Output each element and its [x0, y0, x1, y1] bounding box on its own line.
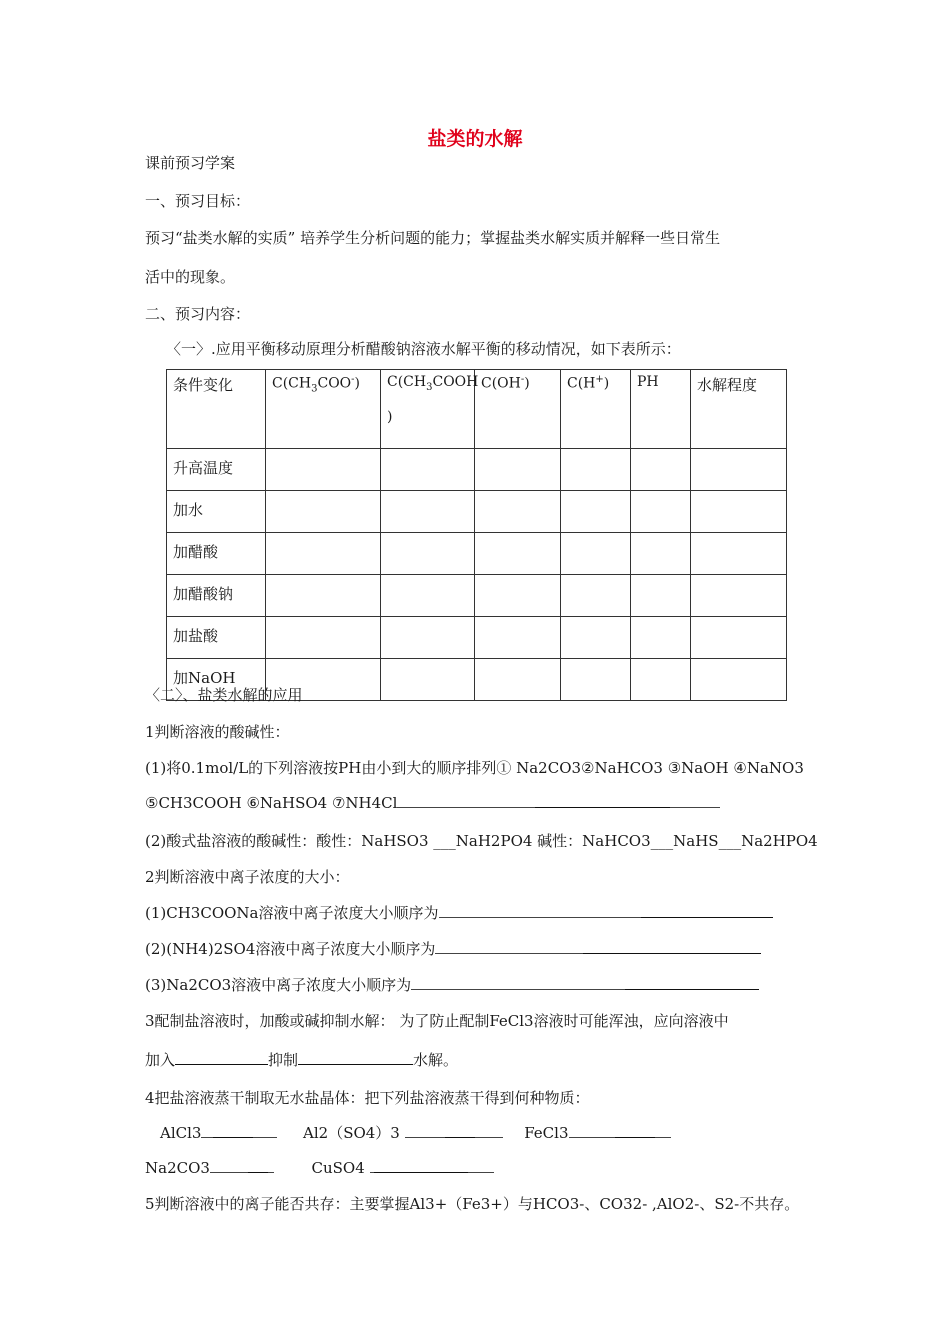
- table-cell[interactable]: [631, 491, 691, 533]
- table-cell[interactable]: [266, 491, 381, 533]
- table-row-label: 加盐酸: [167, 617, 266, 659]
- answer-blank[interactable]: [468, 1158, 494, 1173]
- table-row-label: 加水: [167, 491, 266, 533]
- q3-text-b: 抑制: [268, 1051, 299, 1069]
- table-cell[interactable]: [266, 617, 381, 659]
- answer-blank[interactable]: [569, 1123, 615, 1138]
- answer-blank[interactable]: [655, 1123, 671, 1138]
- part1-intro: 〈一〉.应用平衡移动原理分析醋酸钠溶液水解平衡的移动情况，如下表所示：: [166, 340, 681, 358]
- answer-blank[interactable]: [248, 1158, 268, 1173]
- section1-text-line2: 活中的现象。: [145, 268, 236, 286]
- answer-blank[interactable]: [298, 1050, 413, 1065]
- answer-blank[interactable]: [475, 1123, 503, 1138]
- table-cell[interactable]: [561, 533, 631, 575]
- q3-text-c: 水解。: [413, 1051, 459, 1069]
- q4-item: Na2CO3: [145, 1159, 210, 1177]
- table-cell[interactable]: [381, 659, 475, 701]
- section1-heading: 一、预习目标：: [145, 192, 251, 210]
- table-cell[interactable]: [691, 449, 787, 491]
- table-cell[interactable]: [381, 449, 475, 491]
- table-cell[interactable]: [381, 575, 475, 617]
- table-cell[interactable]: [266, 449, 381, 491]
- answer-blank[interactable]: [405, 1123, 445, 1138]
- part2-heading: 〈二〉、盐类水解的应用: [145, 686, 303, 704]
- answer-blank[interactable]: [435, 939, 583, 954]
- table-cell[interactable]: [631, 659, 691, 701]
- q3-line1: 3配制盐溶液时，加酸或碱抑制水解： 为了防止配制FeCl3溶液时可能浑浊，应向溶液中: [145, 1012, 729, 1030]
- answer-blank[interactable]: [374, 1158, 468, 1173]
- answer-blank[interactable]: [411, 975, 625, 990]
- answer-blank[interactable]: [535, 793, 670, 808]
- table-row-label: 加醋酸钠: [167, 575, 266, 617]
- answer-blank[interactable]: [583, 939, 761, 954]
- table-cell[interactable]: [691, 617, 787, 659]
- q4-title: 4把盐溶液蒸干制取无水盐晶体：把下列盐溶液蒸干得到何种物质：: [145, 1089, 590, 1107]
- table-cell[interactable]: [381, 491, 475, 533]
- q4-row2: [145, 1158, 494, 1177]
- q4-item: CuSO4: [311, 1159, 365, 1177]
- answer-blank[interactable]: [397, 793, 535, 808]
- table-cell[interactable]: [266, 575, 381, 617]
- q2-3-text: (3)Na2CO3溶液中离子浓度大小顺序为: [145, 976, 412, 994]
- table-row: [167, 449, 787, 491]
- answer-blank[interactable]: [253, 1123, 277, 1138]
- answer-blank[interactable]: [439, 903, 641, 918]
- table-header-cell: PH: [631, 370, 691, 449]
- table-header-cell: $C(CH_3COO^-)$: [266, 370, 381, 449]
- q4-row1: [160, 1122, 671, 1143]
- table-cell[interactable]: [475, 533, 561, 575]
- table-cell[interactable]: [631, 533, 691, 575]
- table-row-label: 加醋酸: [167, 533, 266, 575]
- q2-1: [145, 902, 773, 923]
- condition-table: [166, 369, 787, 701]
- table-cell[interactable]: [561, 491, 631, 533]
- q4-item: AlCl3: [160, 1124, 202, 1142]
- table-cell[interactable]: [631, 575, 691, 617]
- q1-2: (2)酸式盐溶液的酸碱性：酸性：NaHSO3 ___NaH2PO4 碱性：NaHCO3___NaHS___Na2HPO4: [145, 832, 818, 850]
- table-cell[interactable]: [691, 659, 787, 701]
- table-row-label: 升高温度: [167, 449, 266, 491]
- answer-blank[interactable]: [641, 903, 773, 918]
- table-cell[interactable]: [631, 449, 691, 491]
- table-cell[interactable]: [475, 575, 561, 617]
- q5: 5判断溶液中的离子能否共存：主要掌握Al3+（Fe3+）与HCO3-、CO32- ,AlO2-、S2-不共存。: [145, 1195, 800, 1213]
- q2-2: [145, 938, 761, 959]
- answer-blank[interactable]: [210, 1158, 248, 1173]
- q1-1-line2: [145, 793, 720, 812]
- q1-1-line2-text: ⑤CH3COOH ⑥NaHSO4 ⑦NH4Cl: [145, 794, 398, 812]
- q4-item: FeCl3: [524, 1124, 569, 1142]
- answer-blank[interactable]: [268, 1158, 274, 1173]
- table-cell[interactable]: [631, 617, 691, 659]
- table-cell[interactable]: [381, 533, 475, 575]
- subtitle: 课前预习学案: [145, 154, 236, 172]
- table-row: [167, 533, 787, 575]
- table-row-label: 加NaOH: [167, 659, 266, 701]
- answer-blank[interactable]: [201, 1123, 213, 1138]
- table-cell[interactable]: [691, 575, 787, 617]
- table-cell[interactable]: [475, 491, 561, 533]
- section1-text-line1: 预习“盐类水解的实质” 培养学生分析问题的能力；掌握盐类水解实质并解释一些日常生: [145, 229, 721, 247]
- page-title: 盐类的水解: [427, 128, 523, 150]
- q2-1-text: (1)CH3COONa溶液中离子浓度大小顺序为: [145, 904, 439, 922]
- table-cell[interactable]: [691, 491, 787, 533]
- table-cell[interactable]: [561, 659, 631, 701]
- section2-heading: 二、预习内容：: [145, 305, 251, 323]
- table-cell[interactable]: [266, 533, 381, 575]
- table-cell[interactable]: [561, 575, 631, 617]
- answer-blank[interactable]: [445, 1123, 475, 1138]
- table-cell[interactable]: [475, 659, 561, 701]
- table-header-cell: C(H+): [561, 370, 631, 449]
- table-header-cell: $C(CH_3COOH$ ): [381, 370, 475, 449]
- answer-blank[interactable]: [625, 975, 759, 990]
- table-header-cell: C(OH-): [475, 370, 561, 449]
- q1-title: 1判断溶液的酸碱性：: [145, 723, 290, 741]
- q4-item: Al2（SO4）3: [303, 1124, 400, 1142]
- table-cell[interactable]: [691, 533, 787, 575]
- q2-2-text: (2)(NH4)2SO4溶液中离子浓度大小顺序为: [145, 940, 436, 958]
- answer-blank[interactable]: [615, 1123, 655, 1138]
- table-row: [167, 617, 787, 659]
- q3-text-a: 加入: [145, 1051, 176, 1069]
- q2-title: 2判断溶液中离子浓度的大小：: [145, 868, 350, 886]
- q2-3: [145, 974, 759, 995]
- q1-1-line1: (1)将0.1mol/L的下列溶液按PH由小到大的顺序排列① Na2CO3②NaHCO3 ③NaOH ④NaNO3: [145, 759, 804, 777]
- answer-blank[interactable]: [213, 1123, 253, 1138]
- answer-blank[interactable]: [175, 1050, 268, 1065]
- table-cell[interactable]: [561, 617, 631, 659]
- table-header-cell: 条件变化: [167, 370, 266, 449]
- table-cell[interactable]: [475, 449, 561, 491]
- q3-line2: [145, 1049, 458, 1070]
- table-header-cell: 水解程度: [691, 370, 787, 449]
- table-row: [167, 575, 787, 617]
- table-row: [167, 491, 787, 533]
- table-cell[interactable]: [381, 617, 475, 659]
- table-cell[interactable]: [475, 617, 561, 659]
- answer-blank[interactable]: [670, 793, 720, 808]
- table-header-row: [167, 370, 787, 449]
- table-cell[interactable]: [561, 449, 631, 491]
